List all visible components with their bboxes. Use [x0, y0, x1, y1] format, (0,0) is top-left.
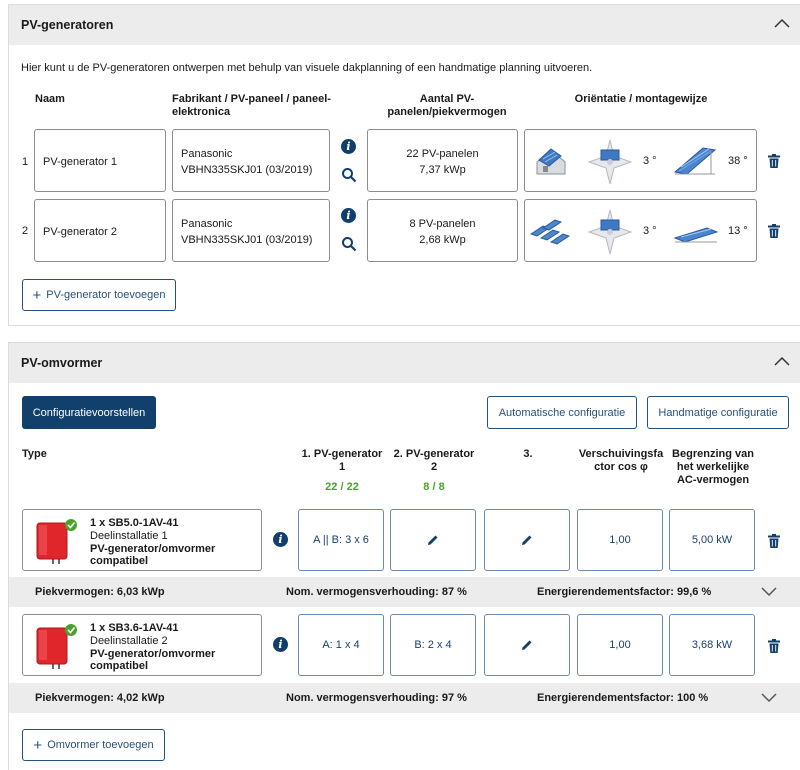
col-header-ac-limit: [667, 448, 759, 487]
pv-generators-title: PV-generatoren: [21, 18, 114, 32]
inverter-summary-bar[interactable]: [9, 577, 800, 607]
compass-icon: [587, 208, 633, 256]
orientation-field[interactable]: [524, 199, 757, 262]
info-icon[interactable]: i: [341, 139, 356, 154]
pencil-icon: [427, 534, 439, 546]
plus-icon: +: [32, 286, 42, 304]
inverter-type-field[interactable]: [22, 509, 262, 571]
gen2-string-config[interactable]: B: 2 x 4: [390, 614, 476, 676]
col-header-gen2-line1: 2. PV-generator: [393, 448, 475, 460]
gen2-string-config[interactable]: [390, 509, 476, 571]
manufacturer-value: Panasonic: [181, 218, 233, 230]
col-header-gen1-line1: 1. PV-generator: [301, 448, 383, 460]
peak-power: 2,68 kWp: [419, 234, 466, 246]
col-header-limit-line2: het werkelijke: [676, 461, 750, 473]
inverter-icon: [33, 622, 79, 670]
magnifier-icon[interactable]: [341, 167, 357, 183]
magnifier-icon[interactable]: [341, 236, 357, 252]
panel-tilt-icon: [671, 144, 719, 178]
pv-inverters-title: PV-omvormer: [21, 356, 103, 370]
sub-installation: Deelinstallatie 1: [90, 530, 168, 542]
row-index: 1: [22, 156, 29, 168]
summary-peak-power: Piekvermogen: 4,02 kWp: [35, 692, 165, 704]
model-value: VBHN335SKJ01 (03/2019): [181, 164, 313, 176]
info-icon[interactable]: i: [341, 208, 356, 223]
pv-inverters-header[interactable]: [9, 343, 800, 383]
plus-icon: +: [33, 736, 43, 754]
trash-icon[interactable]: [768, 639, 780, 653]
peak-power: 7,37 kWp: [419, 164, 466, 176]
sub-installation: Deelinstallatie 2: [90, 635, 168, 647]
col-header-name: Naam: [35, 93, 65, 105]
generator-name-value: PV-generator 2: [43, 226, 117, 238]
trash-icon[interactable]: [768, 224, 780, 238]
inverter-model: 1 x SB3.6-1AV-41: [90, 622, 179, 634]
chevron-down-icon[interactable]: [761, 587, 777, 597]
auto-config-button[interactable]: Automatische configuratie: [487, 396, 637, 429]
compatibility-line2: compatibel: [90, 555, 149, 567]
chevron-down-icon[interactable]: [761, 693, 777, 703]
inverter-icon: [33, 517, 79, 565]
panels-count: 8 PV-panelen: [409, 218, 476, 230]
ac-limit-field[interactable]: 5,00 kW: [669, 509, 755, 571]
panels-field[interactable]: [367, 129, 518, 192]
generator-name-value: PV-generator 1: [43, 156, 117, 168]
summary-power-ratio: Nom. vermogensverhouding: 87 %: [286, 586, 467, 598]
col-header-manufacturer: Fabrikant / PV-paneel / paneel-elektronica: [172, 93, 331, 118]
compass-icon: [587, 138, 633, 186]
tilt-value: 38 °: [728, 155, 748, 167]
add-inverter-button[interactable]: [22, 729, 165, 761]
col-header-cos-line1: Verschuivingsfa: [578, 448, 664, 460]
azimuth-value: 3 °: [643, 225, 657, 237]
pv-inverters-panel: [8, 342, 800, 770]
info-icon[interactable]: i: [273, 532, 288, 547]
compatibility-line1: PV-generator/omvormer: [90, 543, 216, 555]
generator-name-field[interactable]: [34, 129, 166, 192]
compatibility-status: [90, 543, 215, 567]
gen1-panel-count: 22 / 22: [325, 481, 359, 493]
manufacturer-field[interactable]: [172, 129, 330, 192]
col-header-limit-line3: AC-vermogen: [676, 474, 750, 486]
chevron-up-icon[interactable]: [774, 356, 790, 366]
col-header-gen2: [390, 448, 478, 494]
summary-power-ratio: Nom. vermogensverhouding: 97 %: [286, 692, 467, 704]
pv-generators-panel: [8, 4, 800, 326]
chevron-up-icon[interactable]: [774, 18, 790, 28]
house-icon: [531, 144, 571, 178]
panel-tilt-icon: [671, 218, 719, 246]
trash-icon[interactable]: [768, 154, 780, 168]
cos-phi-field[interactable]: 1,00: [577, 614, 663, 676]
gen1-string-config[interactable]: A: 1 x 4: [298, 614, 384, 676]
add-pv-generator-label: PV-generator toevoegen: [46, 289, 166, 301]
cos-phi-field[interactable]: 1,00: [577, 509, 663, 571]
col-header-orientation: Oriëntatie / montagewijze: [574, 93, 708, 105]
orientation-field[interactable]: [524, 129, 757, 192]
gen2-panel-count: 8 / 8: [423, 481, 445, 493]
trash-icon[interactable]: [768, 534, 780, 548]
manufacturer-value: Panasonic: [181, 148, 233, 160]
col-header-gen1: [298, 448, 386, 494]
col-header-gen2-line2: 2: [430, 461, 438, 473]
manual-config-button[interactable]: Handmatige configuratie: [647, 396, 789, 429]
ac-limit-field[interactable]: 3,68 kW: [669, 614, 755, 676]
col-header-gen1-line2: 1: [338, 461, 346, 473]
pv-generators-header[interactable]: [9, 5, 800, 45]
summary-efficiency: Energierendementsfactor: 99,6 %: [537, 586, 712, 598]
info-icon[interactable]: i: [273, 637, 288, 652]
config-suggestions-button[interactable]: Configuratievoorstellen: [22, 396, 156, 429]
inverter-type-field[interactable]: [22, 614, 262, 676]
pencil-icon: [521, 639, 533, 651]
inverter-model: 1 x SB5.0-1AV-41: [90, 517, 179, 529]
panels-field[interactable]: [367, 199, 518, 262]
inverter-summary-bar[interactable]: [9, 683, 800, 713]
generator-name-field[interactable]: [34, 199, 166, 262]
col-header-type: Type: [22, 448, 47, 460]
row-index: 2: [22, 225, 29, 237]
panel-array-icon: [529, 216, 573, 246]
compatibility-status: [90, 648, 215, 672]
add-pv-generator-button[interactable]: [22, 279, 176, 311]
col-header-gen3: 3.: [523, 448, 533, 460]
pencil-icon: [521, 534, 533, 546]
gen3-string-config[interactable]: [484, 614, 570, 676]
panels-count: 22 PV-panelen: [406, 148, 479, 160]
model-value: VBHN335SKJ01 (03/2019): [181, 234, 313, 246]
col-header-limit-line1: Begrenzing van: [672, 448, 754, 460]
pv-generators-intro: Hier kunt u de PV-generatoren ontwerpen met behulp van visuele dakplanning of een handmatige planning uitvoeren.: [21, 62, 593, 74]
gen1-string-config[interactable]: A || B: 3 x 6: [298, 509, 384, 571]
azimuth-value: 3 °: [643, 155, 657, 167]
compatibility-line1: PV-generator/omvormer: [90, 648, 216, 660]
gen3-string-config[interactable]: [484, 509, 570, 571]
col-header-cos: [575, 448, 667, 474]
col-header-panels: Aantal PV-panelen/piekvermogen: [387, 93, 507, 118]
summary-peak-power: Piekvermogen: 6,03 kWp: [35, 586, 165, 598]
col-header-cos-line2: ctor cos φ: [594, 461, 648, 473]
compatibility-line2: compatibel: [90, 660, 149, 672]
summary-efficiency: Energierendementsfactor: 100 %: [537, 692, 709, 704]
add-inverter-label: Omvormer toevoegen: [47, 739, 154, 751]
manufacturer-field[interactable]: [172, 199, 330, 262]
tilt-value: 13 °: [728, 225, 748, 237]
